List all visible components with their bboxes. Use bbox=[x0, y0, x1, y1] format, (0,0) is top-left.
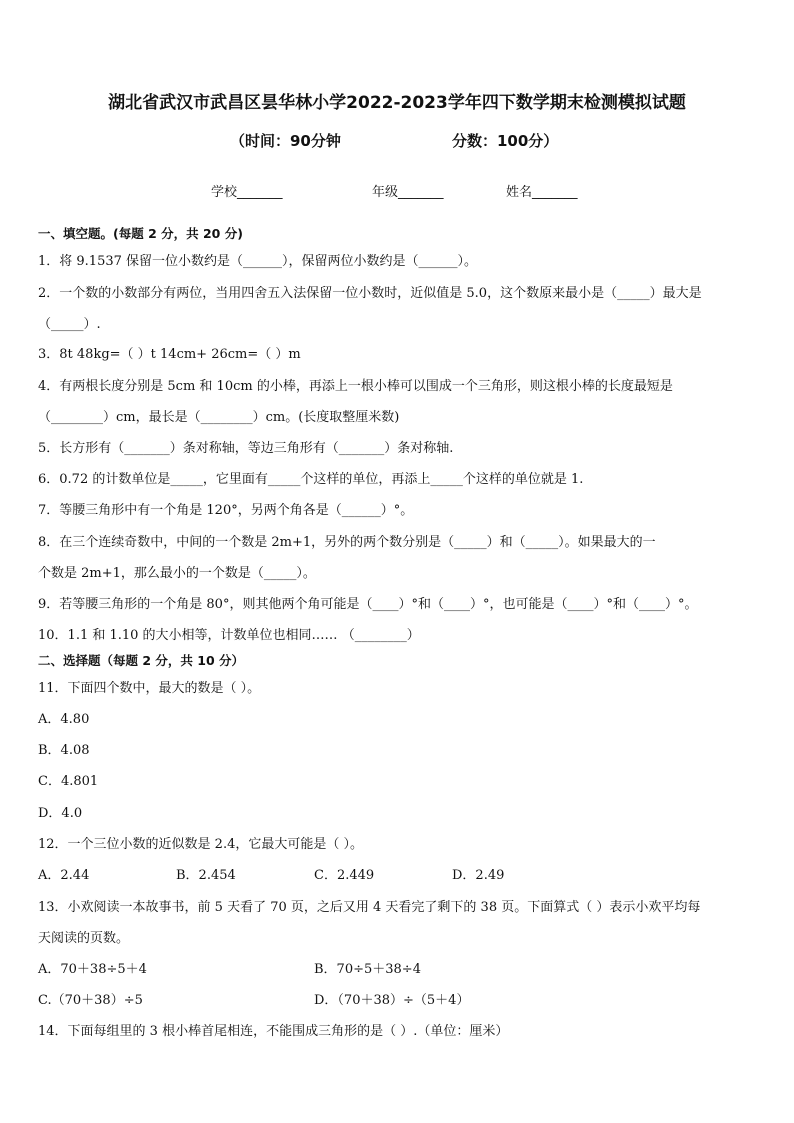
question-1: 1．将 9.1537 保留一位小数约是（______），保留两位小数约是（______）。 bbox=[38, 254, 478, 269]
question-13-line-2: 天阅读的页数。 bbox=[38, 931, 130, 946]
grade-field: 年级_______ bbox=[372, 185, 444, 200]
question-13-option-b: B．70÷5＋38÷4 bbox=[314, 962, 421, 977]
question-12-option-c: C．2.449 bbox=[314, 868, 375, 883]
question-12-option-a: A．2.44 bbox=[38, 868, 90, 883]
question-12-option-d: D．2.49 bbox=[452, 868, 505, 883]
question-11-option-c: C．4.801 bbox=[38, 774, 99, 789]
section-fill-blank-heading: 一、填空题。(每题 2 分，共 20 分) bbox=[38, 226, 243, 241]
question-13-option-d: D．（70＋38）÷（5＋4） bbox=[314, 993, 470, 1008]
name-field: 姓名_______ bbox=[506, 185, 578, 200]
question-11: 11．下面四个数中，最大的数是（ ）。 bbox=[38, 681, 261, 696]
question-4-line-1: 4．有两根长度分别是 5cm 和 10cm 的小棒，再添上一根小棒可以围成一个三角形，则这根小棒的长度最短是 bbox=[38, 379, 673, 394]
question-4-line-2: （________）cm，最长是（________）cm。(长度取整厘米数) bbox=[38, 410, 400, 425]
question-12: 12．一个三位小数的近似数是 2.4，它最大可能是（ ）。 bbox=[38, 837, 363, 852]
question-8-line-1: 8．在三个连续奇数中，中间的一个数是 2m+1，另外的两个数分别是（_____）和（_____）。如果最大的一 bbox=[38, 535, 656, 550]
question-8-line-2: 个数是 2m+1，那么最小的一个数是（_____）。 bbox=[38, 566, 316, 581]
question-13-line-1: 13．小欢阅读一本故事书，前 5 天看了 70 页，之后又用 4 天看完了剩下的 38 页。下面算式（ ）表示小欢平均每 bbox=[38, 900, 701, 915]
question-13-option-a: A．70＋38÷5＋4 bbox=[38, 962, 147, 977]
exam-title: 湖北省武汉市武昌区昙华林小学2022-2023学年四下数学期末检测模拟试题 bbox=[108, 93, 686, 113]
question-10: 10．1.1 和 1.10 的大小相等，计数单位也相同…… （________） bbox=[38, 628, 420, 643]
question-14: 14．下面每组里的 3 根小棒首尾相连，不能围成三角形的是（ ）.（单位：厘米） bbox=[38, 1024, 509, 1039]
question-6: 6．0.72 的计数单位是_____，它里面有_____个这样的单位，再添上_____个这样的单位就是 1. bbox=[38, 472, 584, 487]
school-field: 学校_______ bbox=[211, 185, 283, 200]
question-11-option-d: D．4.0 bbox=[38, 806, 83, 821]
question-12-option-b: B．2.454 bbox=[176, 868, 236, 883]
question-11-option-a: A．4.80 bbox=[38, 712, 90, 727]
question-7: 7．等腰三角形中有一个角是 120°，另两个角各是（______）°。 bbox=[38, 503, 414, 518]
question-3: 3．8t 48kg=（ ）t 14cm+ 26cm=（ ）m bbox=[38, 347, 301, 362]
question-5: 5．长方形有（_______）条对称轴，等边三角形有（_______）条对称轴. bbox=[38, 441, 454, 456]
question-11-option-b: B．4.08 bbox=[38, 743, 90, 758]
question-9: 9．若等腰三角形的一个角是 80°，则其他两个角可能是（____）°和（____）°，也可能是（____）°和（____）°。 bbox=[38, 597, 698, 612]
question-2-line-1: 2．一个数的小数部分有两位，当用四舍五入法保留一位小数时，近似值是 5.0，这个数原来最小是（_____）最大是 bbox=[38, 286, 702, 301]
section-choice-heading: 二、选择题（每题 2 分，共 10 分） bbox=[38, 653, 245, 668]
exam-score: 分数：100分） bbox=[452, 132, 559, 150]
exam-time: （时间：90分钟 bbox=[230, 132, 341, 150]
question-13-option-c: C.（70＋38）÷5 bbox=[38, 993, 143, 1008]
question-2-line-2: （_____）. bbox=[38, 317, 101, 332]
